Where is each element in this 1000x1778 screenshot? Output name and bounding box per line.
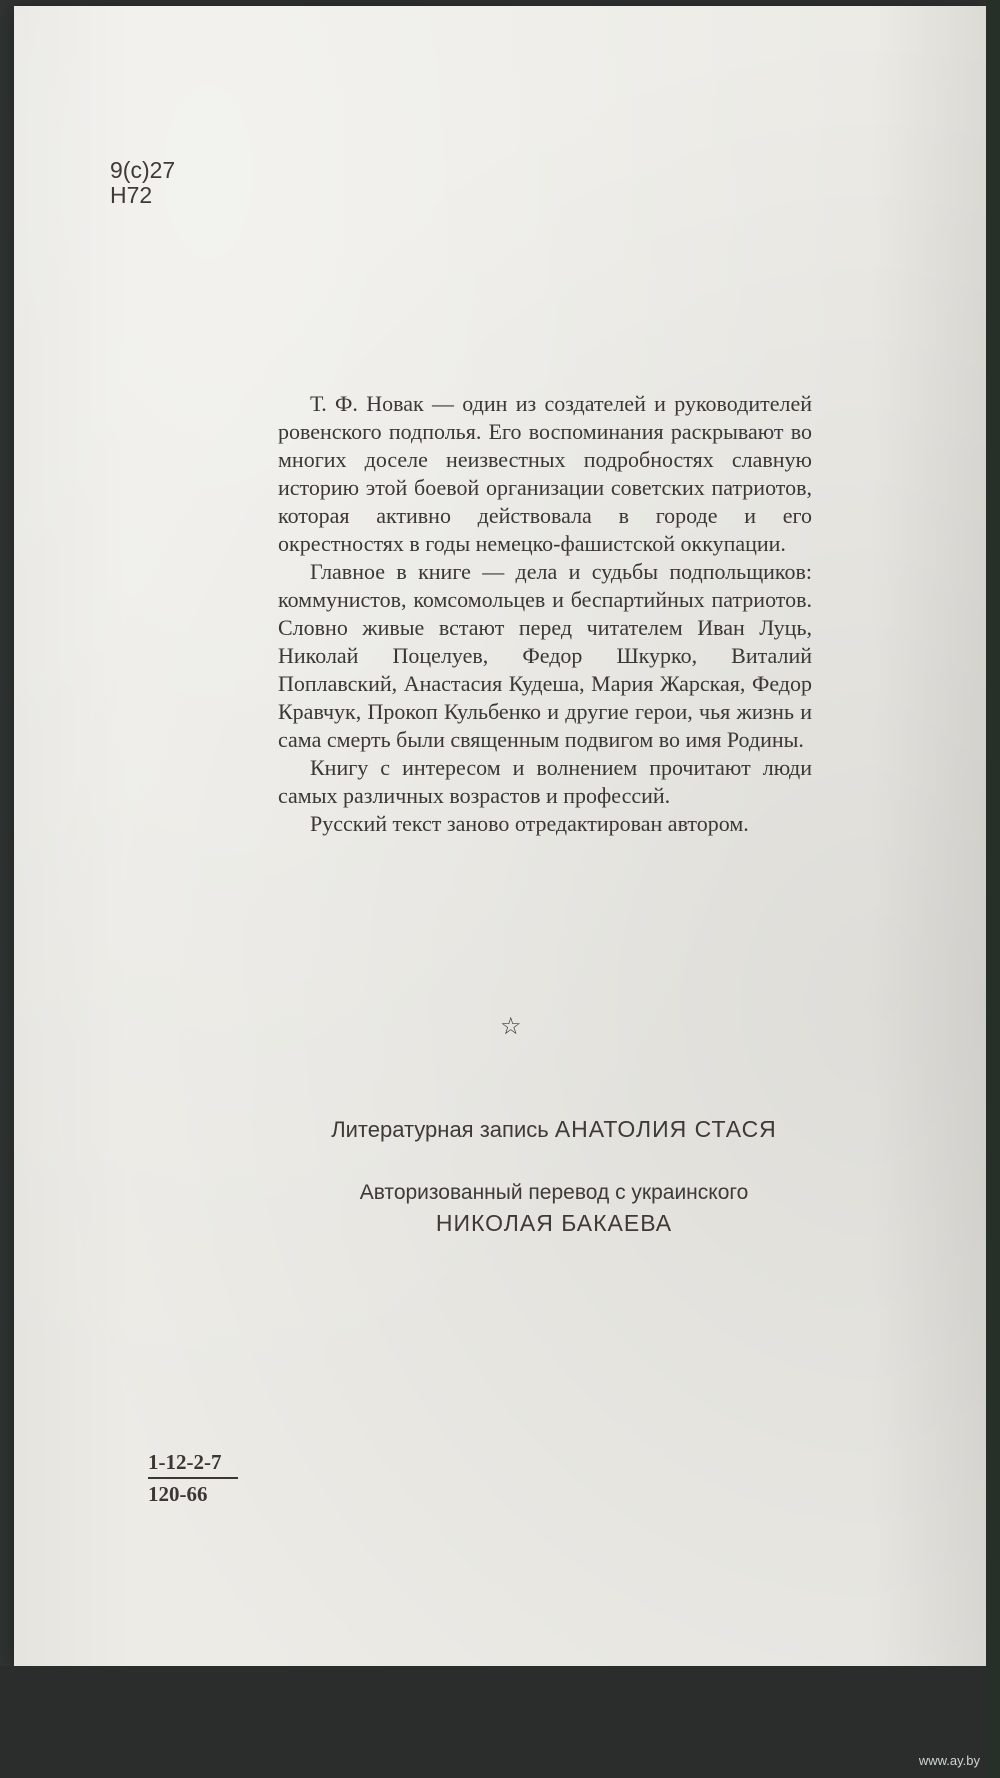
literary-credit-name: АНАТОЛИЯ СТАСЯ [554,1116,777,1142]
translation-credit-label: Авторизованный перевод с украинского [359,1181,749,1204]
book-cover-edge [986,0,1000,1778]
annotation-paragraph: Т. Ф. Новак — один из создателей и руководителей ровенского подполья. Его воспоминания раскрывают во многих доселе неизвестных подробностях славную историю этой боевой организации советских патриотов, которая активно действовала в городе и его окрестностях в годы немецко-фашистской оккупации. [278,391,812,556]
translation-credit-name: НИКОЛАЯ БАКАЕВА [435,1210,673,1236]
table-background [0,1666,1000,1778]
literary-credit-label: Литературная запись [331,1117,549,1142]
literary-credit [194,1116,914,1143]
classification-line-1: 9(с)27 [110,157,176,183]
star-icon: ☆ [500,1012,522,1040]
publisher-code-numerator: 1-12-2-7 [148,1450,222,1474]
annotation-paragraph: Книгу с интересом и волнением прочитают люди самых различных возрастов и профессий. [278,755,812,808]
translation-credit [194,1178,914,1238]
publisher-code-denominator: 120-66 [148,1477,238,1507]
classification-line-2: Н72 [110,182,153,208]
classification-code [110,158,175,208]
book-annotation [278,390,812,838]
annotation-paragraph: Русский текст заново отредактирован автором. [310,811,749,836]
book-page [14,6,986,1666]
site-watermark: www.ay.by [918,1753,980,1768]
annotation-paragraph: Главное в книге — дела и судьбы подпольщиков: коммунистов, комсомольцев и беспартийных патриотов. Словно живые встают перед читателем Иван Луць, Николай Поцелуев, Федор Шкурко, Виталий Поплавский, Анастасия Кудеша, Мария Жарская, Федор Кравчук, Прокоп Кульбенко и другие герои, чья жизнь и сама смерть были священным подвигом во имя Родины. [278,559,812,752]
publisher-code [148,1450,238,1507]
